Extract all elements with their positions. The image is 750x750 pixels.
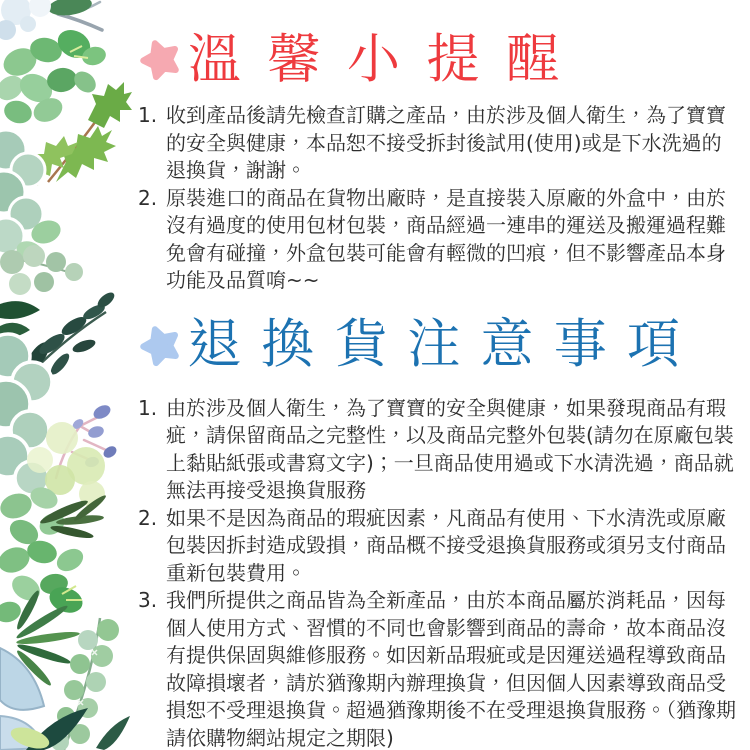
twig-berries-top <box>0 0 102 40</box>
list-item-number: 1. <box>138 103 158 127</box>
foliage-border-illustration <box>0 0 135 750</box>
pink-star-icon <box>138 37 184 83</box>
list-item <box>138 395 736 505</box>
list-item <box>138 505 736 588</box>
leaf-cluster-lower <box>0 538 87 625</box>
list-item-number: 2. <box>138 185 158 210</box>
list-item-number: 3. <box>138 588 158 612</box>
return-policy-list <box>138 395 736 750</box>
notice-content <box>138 0 736 750</box>
blue-star-icon <box>138 323 184 369</box>
list-item-text: 收到產品後請先檢查訂購之產品，由於涉及個人衛生，為了寶寶的安全與健康，本品恕不接受拆封後試用(使用)或是下水洗過的退換貨，謝謝。 <box>166 103 726 182</box>
list-item-number: 2. <box>138 505 158 530</box>
bottom-blue-leaves <box>0 648 130 750</box>
list-item <box>138 185 736 295</box>
list-item-text: 我們所提供之商品皆為全新產品，由於本商品屬於消耗品，因每個人使用方式、習慣的不同也會影響到商品的壽命，故本商品沒有提供保固與維修服務。如因新品瑕疵或是因運送過程導致商品故障損壞者，請於猶豫期內辦理換貨，但因個人因素導致商品受損恕不受理退換貨。超過猶豫期後不在受理退換貨服務。（猶豫期請依購物網站規定之期限) <box>166 588 736 750</box>
list-item-text: 原裝進口的商品在貨物出廠時，是直接裝入原廠的外盒中，由於沒有過度的使用包材包裝，商品經過一連串的運送及搬運過程難免會有碰撞，外盒包裝可能會有輕微的凹痕，但不影響產品本身功能及品質唷~~ <box>166 185 726 292</box>
warm-reminder-heading <box>138 24 736 96</box>
return-policy-title: 退換貨注意事項 <box>188 314 700 376</box>
list-item-text: 如果不是因為商品的瑕疵因素，凡商品有使用、下水清洗或原廠包裝因拆封造成毀損，商品概不接受退換貨服務或須另支付商品重新包裝費用。 <box>166 505 726 585</box>
return-policy-heading <box>138 303 736 389</box>
list-item <box>138 587 736 750</box>
list-item-number: 1. <box>138 395 158 420</box>
leaf-cluster-top <box>0 25 108 127</box>
list-item-text: 由於涉及個人衛生，為了寶寶的安全與健康，如果發現商品有瑕疵，請保留商品之完整性，以及商品完整外包裝(請勿在原廠包裝上黏貼紙張或書寫文字)；一旦商品使用過或下水清洗過，商品就無法再接受退換貨服務 <box>166 395 734 502</box>
sage-eucalyptus <box>0 245 83 295</box>
warm-reminder-title: 溫馨小提醒 <box>188 28 586 90</box>
list-item <box>138 102 736 185</box>
warm-reminder-list <box>138 102 736 295</box>
